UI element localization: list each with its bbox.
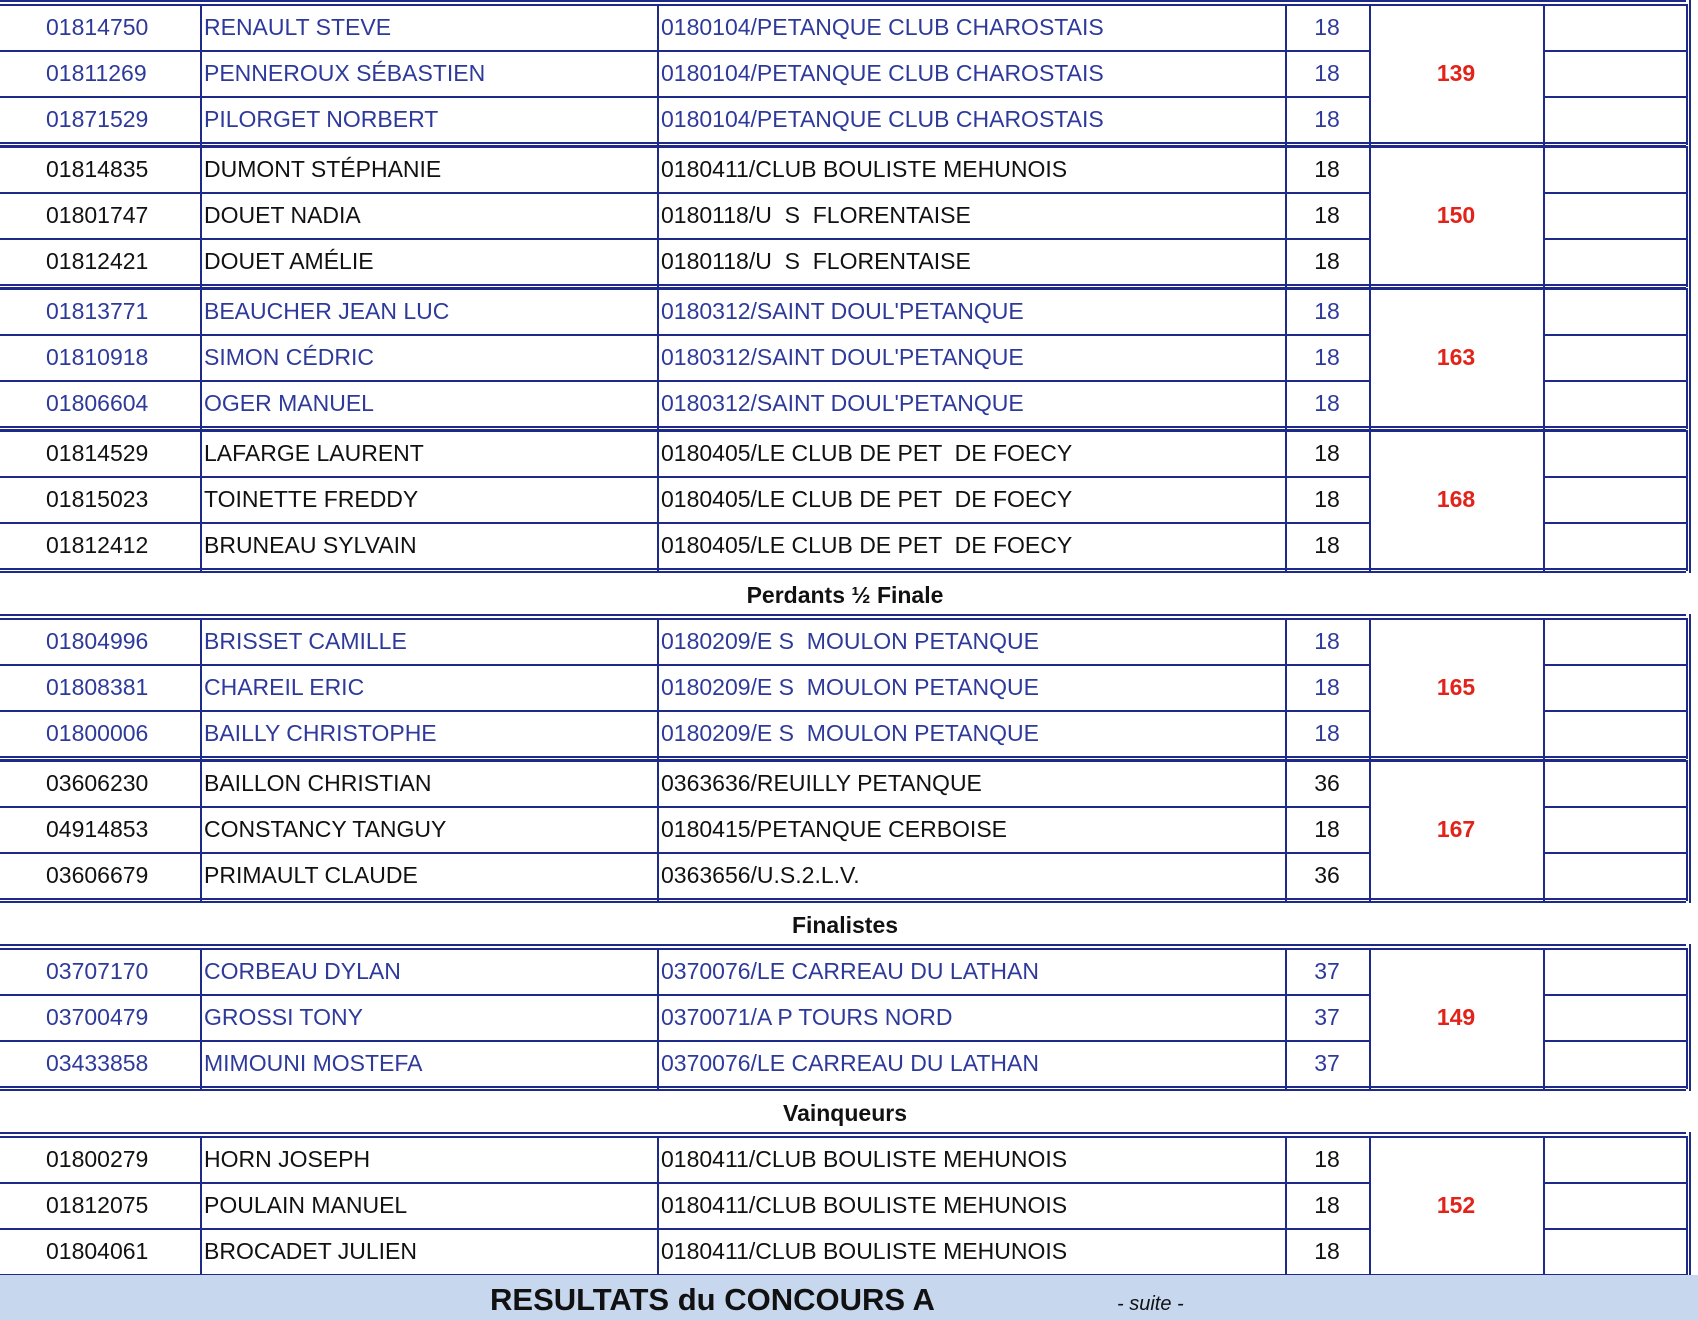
row-border — [0, 710, 1369, 712]
column-border — [1543, 760, 1545, 901]
department-code: 37 — [1314, 957, 1340, 984]
department-code: 18 — [1314, 389, 1340, 416]
column-border — [1543, 618, 1545, 759]
row-border — [0, 664, 1369, 666]
player-name: HORN JOSEPH — [204, 1145, 371, 1172]
row-border — [1543, 192, 1686, 194]
outer-border-right — [1689, 426, 1691, 573]
row-border — [0, 380, 1369, 382]
player-name: SIMON CÉDRIC — [204, 343, 374, 370]
club-name: 0180411/CLUB BOULISTE MEHUNOIS — [661, 1237, 1068, 1264]
row-border — [1543, 852, 1686, 854]
row-border — [0, 852, 1369, 854]
team-border-top — [0, 0, 1686, 2]
player-name: BROCADET JULIEN — [204, 1237, 418, 1264]
column-border — [200, 4, 202, 145]
team-border-top — [0, 426, 1686, 428]
column-border — [200, 146, 202, 287]
licence-number: 01808381 — [46, 673, 149, 700]
row-border — [0, 238, 1369, 240]
player-name: CONSTANCY TANGUY — [204, 815, 447, 842]
team-score: 168 — [1436, 485, 1476, 512]
player-name: DUMONT STÉPHANIE — [204, 155, 442, 182]
row-border — [1543, 664, 1686, 666]
column-border — [1285, 4, 1287, 145]
player-name: MIMOUNI MOSTEFA — [204, 1049, 423, 1076]
department-code: 18 — [1314, 1145, 1340, 1172]
club-name: 0180104/PETANQUE CLUB CHAROSTAIS — [661, 59, 1104, 86]
column-border — [1686, 4, 1688, 145]
club-name: 0180411/CLUB BOULISTE MEHUNOIS — [661, 155, 1068, 182]
row-border — [0, 476, 1369, 478]
player-name: DOUET NADIA — [204, 201, 361, 228]
licence-number: 01800279 — [46, 1145, 149, 1172]
column-border — [1285, 1136, 1287, 1277]
department-code: 37 — [1314, 1003, 1340, 1030]
row-border — [1543, 96, 1686, 98]
team-border-top — [0, 614, 1686, 616]
licence-number: 03707170 — [46, 957, 149, 984]
department-code: 18 — [1314, 155, 1340, 182]
licence-number: 01806604 — [46, 389, 149, 416]
column-border — [657, 288, 659, 429]
licence-number: 03433858 — [46, 1049, 149, 1076]
team-border-bottom — [0, 898, 1686, 900]
player-name: LAFARGE LAURENT — [204, 439, 424, 466]
player-name: RENAULT STEVE — [204, 13, 392, 40]
licence-number: 01813771 — [46, 297, 149, 324]
club-name: 0180415/PETANQUE CERBOISE — [661, 815, 1007, 842]
department-code: 18 — [1314, 105, 1340, 132]
column-border — [1369, 430, 1371, 571]
team-score: 149 — [1436, 1003, 1476, 1030]
department-code: 18 — [1314, 201, 1340, 228]
row-border — [0, 334, 1369, 336]
licence-number: 01814529 — [46, 439, 149, 466]
club-name: 0180209/E S MOULON PETANQUE — [661, 719, 1039, 746]
row-border — [0, 96, 1369, 98]
department-code: 18 — [1314, 1237, 1340, 1264]
licence-number: 01804061 — [46, 1237, 149, 1264]
row-border — [1543, 334, 1686, 336]
club-name: 0363656/U.S.2.L.V. — [661, 861, 860, 888]
column-border — [1543, 288, 1545, 429]
column-border — [1686, 430, 1688, 571]
column-border — [1543, 430, 1545, 571]
licence-number: 01801747 — [46, 201, 149, 228]
column-border — [657, 948, 659, 1089]
row-border — [0, 1228, 1369, 1230]
column-border — [1285, 760, 1287, 901]
player-name: CHAREIL ERIC — [204, 673, 365, 700]
column-border — [1543, 1136, 1545, 1277]
department-code: 18 — [1314, 247, 1340, 274]
club-name: 0180312/SAINT DOUL'PETANQUE — [661, 297, 1024, 324]
row-border — [1543, 1228, 1686, 1230]
row-border — [0, 522, 1369, 524]
outer-border-right — [1689, 944, 1691, 1091]
column-border — [1543, 4, 1545, 145]
row-border — [1543, 994, 1686, 996]
team-border-bottom — [0, 568, 1686, 570]
department-code: 18 — [1314, 343, 1340, 370]
column-border — [1686, 618, 1688, 759]
column-border — [657, 760, 659, 901]
department-code: 18 — [1314, 297, 1340, 324]
column-border — [657, 146, 659, 287]
department-code: 18 — [1314, 627, 1340, 654]
row-border — [0, 994, 1369, 996]
column-border — [1369, 618, 1371, 759]
team-score: 150 — [1436, 201, 1476, 228]
club-name: 0180411/CLUB BOULISTE MEHUNOIS — [661, 1145, 1068, 1172]
column-border — [657, 1136, 659, 1277]
club-name: 0180209/E S MOULON PETANQUE — [661, 627, 1039, 654]
row-border — [0, 192, 1369, 194]
row-border — [0, 806, 1369, 808]
licence-number: 01810918 — [46, 343, 149, 370]
licence-number: 01812412 — [46, 531, 149, 558]
column-border — [657, 430, 659, 571]
column-border — [1369, 1136, 1371, 1277]
column-border — [1686, 1136, 1688, 1277]
club-name: 0363636/REUILLY PETANQUE — [661, 769, 982, 796]
club-name: 0180405/LE CLUB DE PET DE FOECY — [661, 439, 1073, 466]
department-code: 18 — [1314, 719, 1340, 746]
department-code: 18 — [1314, 815, 1340, 842]
player-name: TOINETTE FREDDY — [204, 485, 419, 512]
column-border — [657, 618, 659, 759]
row-border — [1543, 522, 1686, 524]
player-name: POULAIN MANUEL — [204, 1191, 408, 1218]
outer-border-right — [1689, 756, 1691, 903]
department-code: 18 — [1314, 13, 1340, 40]
column-border — [1285, 618, 1287, 759]
player-name: PENNEROUX SÉBASTIEN — [204, 59, 486, 86]
licence-number: 01811269 — [46, 59, 147, 86]
club-name: 0180104/PETANQUE CLUB CHAROSTAIS — [661, 13, 1104, 40]
section-title: Finalistes — [791, 911, 899, 938]
team-score: 165 — [1436, 673, 1476, 700]
row-border — [0, 1182, 1369, 1184]
column-border — [1369, 760, 1371, 901]
row-border — [0, 50, 1369, 52]
row-border — [1543, 710, 1686, 712]
team-border-top — [0, 944, 1686, 946]
column-border — [1285, 430, 1287, 571]
team-score: 139 — [1436, 59, 1476, 86]
team-border-bottom — [0, 1086, 1686, 1088]
column-border — [200, 760, 202, 901]
department-code: 36 — [1314, 861, 1340, 888]
licence-number: 01812421 — [46, 247, 149, 274]
licence-number: 01814750 — [46, 13, 149, 40]
outer-border-right — [1689, 1132, 1691, 1279]
licence-number: 03606230 — [46, 769, 149, 796]
player-name: OGER MANUEL — [204, 389, 374, 416]
team-score: 152 — [1436, 1191, 1476, 1218]
department-code: 36 — [1314, 769, 1340, 796]
column-border — [1686, 146, 1688, 287]
column-border — [1285, 288, 1287, 429]
club-name: 0180405/LE CLUB DE PET DE FOECY — [661, 485, 1073, 512]
team-score: 167 — [1436, 815, 1476, 842]
licence-number: 01812075 — [46, 1191, 149, 1218]
column-border — [200, 948, 202, 1089]
department-code: 18 — [1314, 439, 1340, 466]
player-name: BAILLON CHRISTIAN — [204, 769, 432, 796]
player-name: PRIMAULT CLAUDE — [204, 861, 418, 888]
column-border — [200, 618, 202, 759]
player-name: GROSSI TONY — [204, 1003, 363, 1030]
column-border — [200, 288, 202, 429]
row-border — [1543, 50, 1686, 52]
club-name: 0180118/U S FLORENTAISE — [661, 201, 971, 228]
club-name: 0370076/LE CARREAU DU LATHAN — [661, 1049, 1039, 1076]
column-border — [657, 4, 659, 145]
licence-number: 03700479 — [46, 1003, 149, 1030]
column-border — [200, 1136, 202, 1277]
licence-number: 01800006 — [46, 719, 149, 746]
column-border — [1686, 948, 1688, 1089]
footer-subtitle: - suite - — [1117, 1293, 1184, 1315]
club-name: 0370076/LE CARREAU DU LATHAN — [661, 957, 1039, 984]
section-title: Vainqueurs — [783, 1099, 907, 1126]
licence-number: 04914853 — [46, 815, 149, 842]
club-name: 0180118/U S FLORENTAISE — [661, 247, 971, 274]
department-code: 18 — [1314, 1191, 1340, 1218]
column-border — [1369, 146, 1371, 287]
outer-border-right — [1689, 614, 1691, 761]
column-border — [1369, 288, 1371, 429]
licence-number: 01804996 — [46, 627, 149, 654]
licence-number: 03606679 — [46, 861, 149, 888]
team-border-top — [0, 142, 1686, 144]
section-title: Perdants ½ Finale — [746, 581, 944, 608]
department-code: 18 — [1314, 59, 1340, 86]
team-border-top — [0, 284, 1686, 286]
club-name: 0180405/LE CLUB DE PET DE FOECY — [661, 531, 1073, 558]
column-border — [1686, 288, 1688, 429]
footer-title: RESULTATS du CONCOURS A — [490, 1282, 935, 1317]
licence-number: 01815023 — [46, 485, 149, 512]
player-name: PILORGET NORBERT — [204, 105, 439, 132]
column-border — [1543, 948, 1545, 1089]
club-name: 0180312/SAINT DOUL'PETANQUE — [661, 343, 1024, 370]
outer-border-right — [1689, 142, 1691, 289]
department-code: 18 — [1314, 485, 1340, 512]
player-name: DOUET AMÉLIE — [204, 247, 374, 274]
row-border — [1543, 238, 1686, 240]
row-border — [1543, 1040, 1686, 1042]
player-name: CORBEAU DYLAN — [204, 957, 401, 984]
department-code: 37 — [1314, 1049, 1340, 1076]
club-name: 0180209/E S MOULON PETANQUE — [661, 673, 1039, 700]
column-border — [1543, 146, 1545, 287]
outer-border-right — [1689, 0, 1691, 147]
row-border — [1543, 806, 1686, 808]
licence-number: 01871529 — [46, 105, 149, 132]
team-border-top — [0, 1132, 1686, 1134]
column-border — [1686, 760, 1688, 901]
team-score: 163 — [1436, 343, 1476, 370]
outer-border-right — [1689, 284, 1691, 431]
column-border — [1285, 146, 1287, 287]
club-name: 0180411/CLUB BOULISTE MEHUNOIS — [661, 1191, 1068, 1218]
licence-number: 01814835 — [46, 155, 149, 182]
column-border — [1369, 4, 1371, 145]
player-name: BAILLY CHRISTOPHE — [204, 719, 437, 746]
row-border — [1543, 476, 1686, 478]
column-border — [200, 430, 202, 571]
club-name: 0180312/SAINT DOUL'PETANQUE — [661, 389, 1024, 416]
department-code: 18 — [1314, 673, 1340, 700]
row-border — [1543, 1182, 1686, 1184]
team-border-top — [0, 756, 1686, 758]
column-border — [1369, 948, 1371, 1089]
club-name: 0370071/A P TOURS NORD — [661, 1003, 953, 1030]
column-border — [1285, 948, 1287, 1089]
club-name: 0180104/PETANQUE CLUB CHAROSTAIS — [661, 105, 1104, 132]
department-code: 18 — [1314, 531, 1340, 558]
row-border — [0, 1040, 1369, 1042]
player-name: BRISSET CAMILLE — [204, 627, 407, 654]
player-name: BRUNEAU SYLVAIN — [204, 531, 417, 558]
player-name: BEAUCHER JEAN LUC — [204, 297, 450, 324]
row-border — [1543, 380, 1686, 382]
